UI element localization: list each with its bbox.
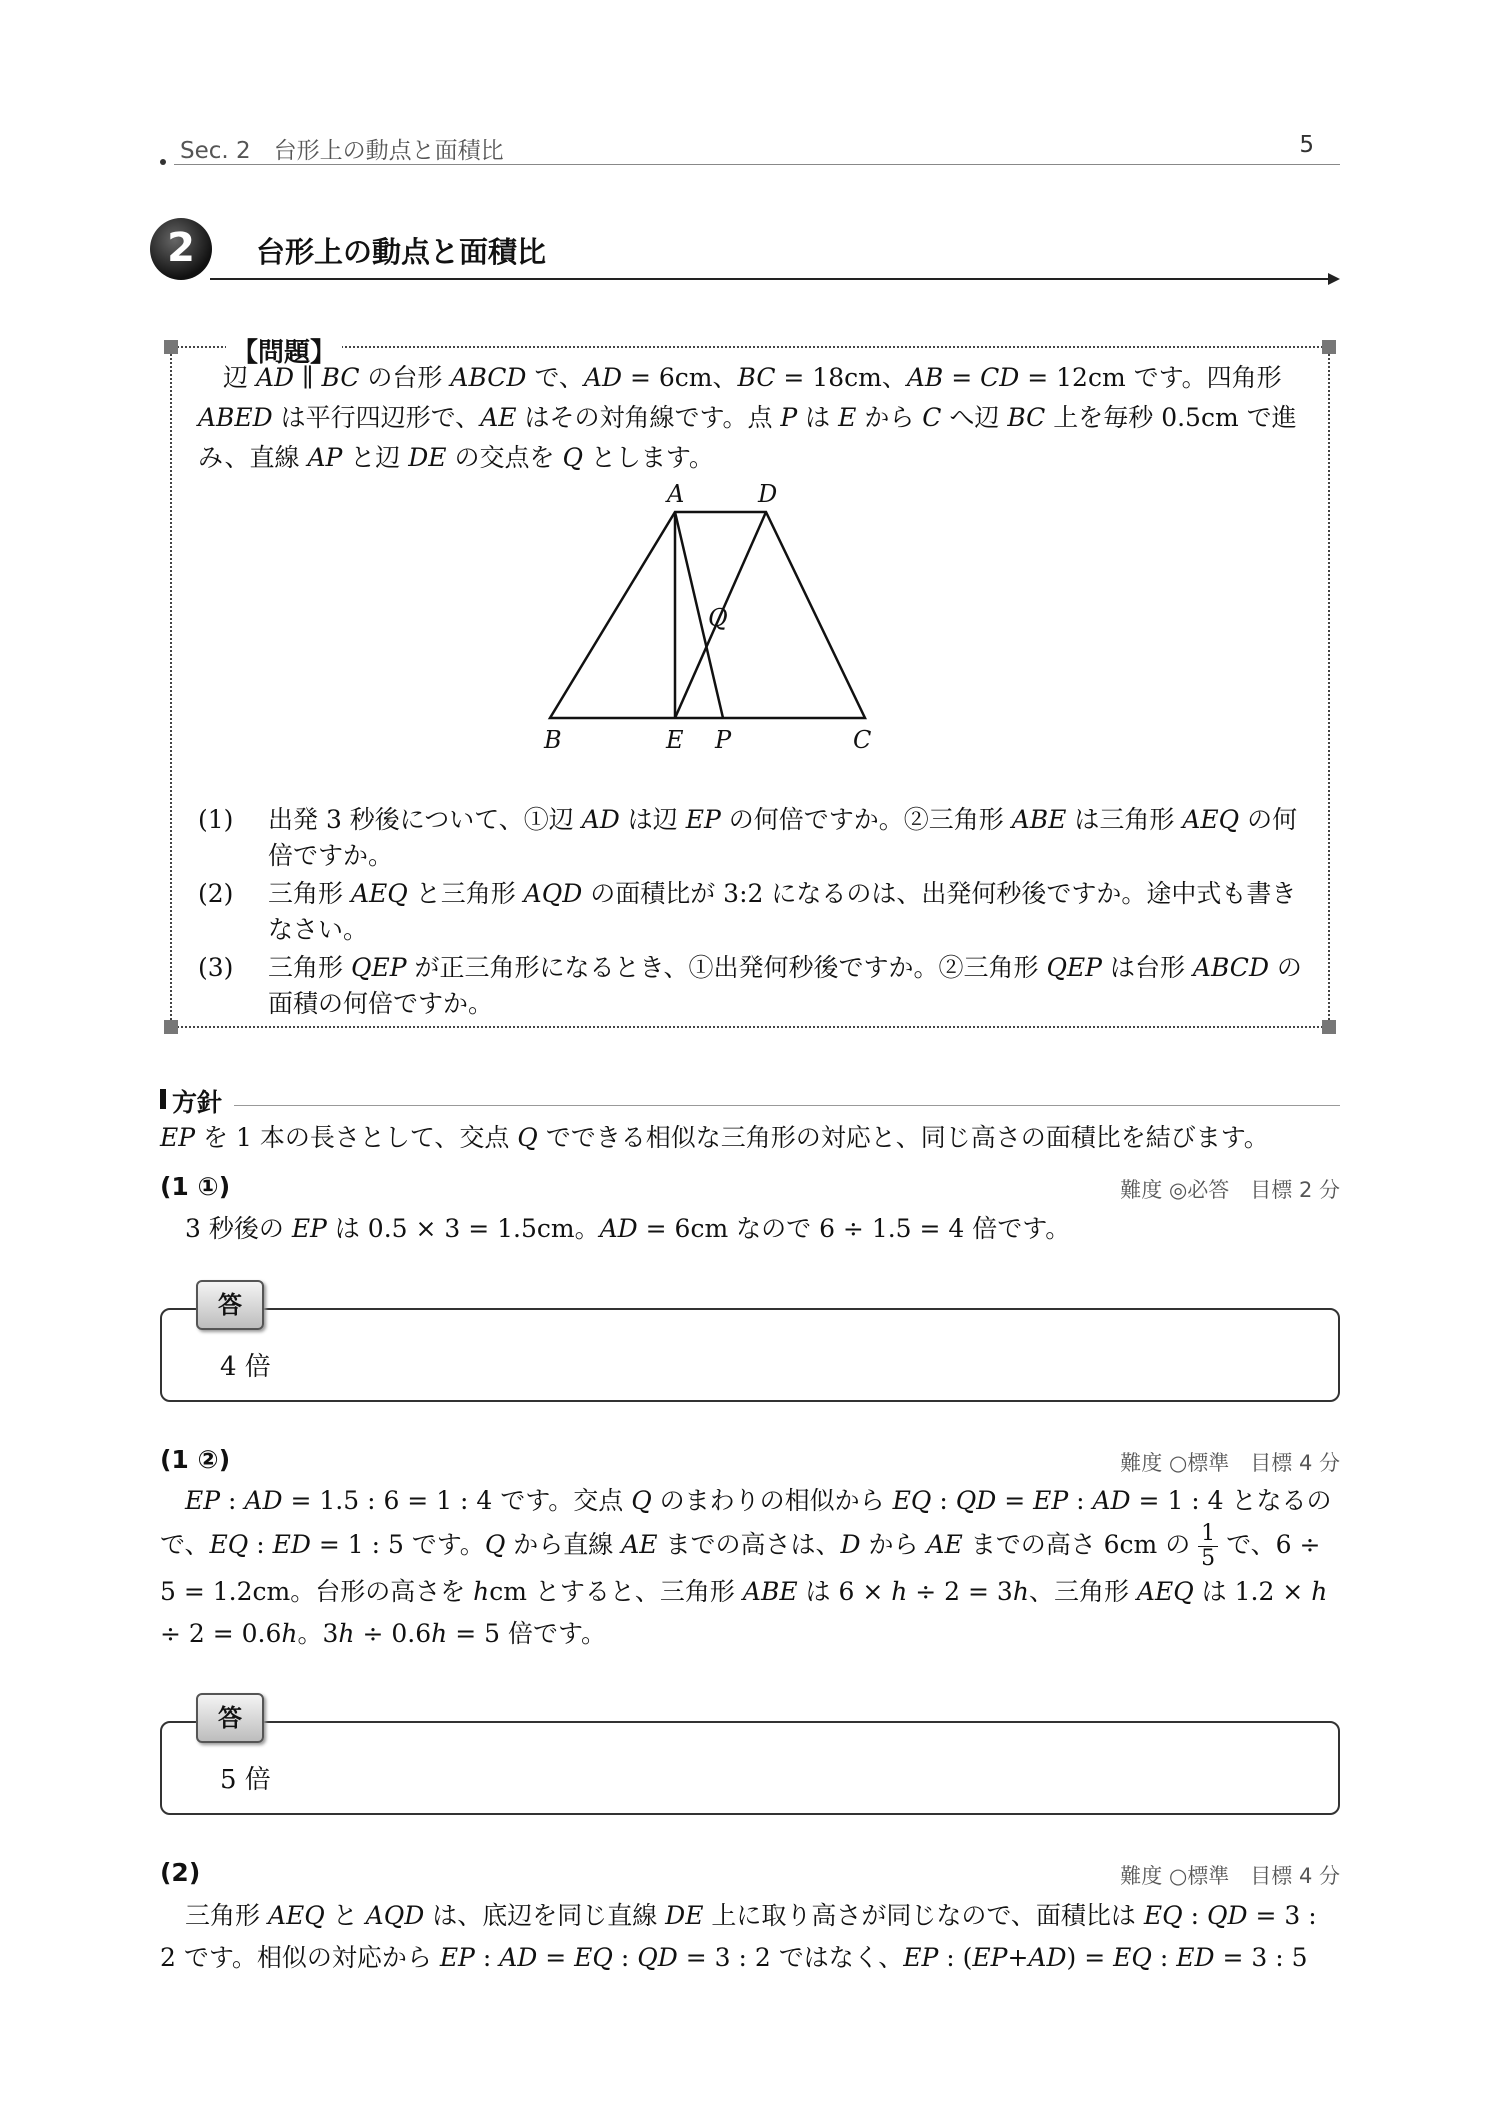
question-number: (2) [198,879,234,908]
policy-heading [160,1083,1340,1117]
label-p: P [715,726,732,754]
answer-box [160,1280,1340,1402]
question-number: (1) [198,805,234,834]
difficulty-meta: 難度 ○標準 目標 4 分 [1120,1451,1340,1475]
question-text: 三角形 AEQ と三角形 AQD の面積比が 3:2 になるのは、出発何秒後ですか。途中式も書きなさい。 [268,879,1297,944]
solution-text: EP : AD = 1.5 : 6 = 1 : 4 です。交点 Q のまわりの相似から EQ : QD = EP : AD = 1 : 4 となるので、EQ : ED = 1 : 5 です。Q から直線 AE までの高さは、D から AE までの高さ 6cm の $\frac{1}{5}$ で、6 ÷ 5 = 1.2cm。台形の高さを hcm とすると、三角形 ABE は 6 × h ÷ 2 = 3h、三角形 AEQ は 1.2 × h ÷ 2 = 0.6h。3h ÷ 0.6h = 5 倍です。 [160,1486,1332,1648]
question-item [198,876,1308,948]
corner-square-icon [164,1020,178,1034]
problem-statement: 辺 AD ∥ BC の台形 ABCD で、AD = 6cm、BC = 18cm、AB = CD = 12cm です。四角形 ABED は平行四辺形で、AE はその対角線です。点 P は E から C へ辺 BC 上を毎秒 0.5cm で進み、直線 AP と辺 DE の交点を Q とします。 [198,363,1297,472]
answer-frame [160,1308,1340,1402]
policy-text: EP を 1 本の長さとして、交点 Q でできる相似な三角形の対応と、同じ高さの面積比を結びます。 [160,1123,1269,1152]
trapezoid-figure [544,476,1000,776]
answer-value: 5 倍 [220,1765,271,1795]
header-bullet [160,159,166,165]
corner-square-icon [1322,1020,1336,1034]
part-label: (1 ②) [160,1445,231,1474]
difficulty-meta: 難度 ○標準 目標 4 分 [1120,1864,1340,1888]
label-b: B [544,726,562,754]
section-title: 台形上の動点と面積比 [256,235,547,269]
header-section-label: Sec. 2 台形上の動点と面積比 [180,138,504,164]
part-heading [160,1445,1340,1479]
running-header [160,132,1340,166]
policy-marker-icon [160,1089,166,1109]
part-label: (1 ①) [160,1172,231,1201]
section-heading [150,218,1340,284]
answer-box [160,1693,1340,1815]
policy-rule [234,1105,1340,1106]
solution-text: 3 秒後の EP は 0.5 × 3 = 1.5cm。AD = 6cm なので 6 ÷ 1.5 = 4 倍です。 [160,1214,1071,1243]
answer-frame [160,1721,1340,1815]
label-e: E [666,726,684,754]
header-rule [174,164,1340,165]
part-heading [160,1172,1340,1206]
corner-square-icon [1322,340,1336,354]
label-d: D [758,480,778,508]
difficulty-meta: 難度 ◎必答 目標 2 分 [1120,1178,1340,1202]
question-item [198,950,1308,1022]
answer-value: 4 倍 [220,1352,271,1382]
answer-tag: 答 [196,1280,264,1330]
label-q: Q [708,604,728,632]
label-c: C [853,726,872,754]
underline-arrow-icon [1328,273,1340,285]
part-label: (2) [160,1858,201,1887]
section-underline [210,278,1332,280]
answer-tag: 答 [196,1693,264,1743]
problem-box [160,336,1340,1038]
corner-square-icon [164,340,178,354]
policy-label: 方針 [172,1088,223,1117]
question-number: (3) [198,953,234,982]
question-item [198,802,1308,874]
label-a: A [667,480,685,508]
section-number-badge: 2 [150,218,212,280]
question-text: 三角形 QEP が正三角形になるとき、①出発何秒後ですか。②三角形 QEP は台形 ABCD の面積の何倍ですか。 [268,953,1302,1018]
problem-label: 【問題】 [226,332,342,369]
part-heading [160,1858,1340,1892]
solution-text: 三角形 AEQ と AQD は、底辺を同じ直線 DE 上に取り高さが同じなので、面積比は EQ : QD = 3 : 2 です。相似の対応から EP : AD = EQ : QD = 3 : 2 ではなく、EP : (EP+AD) = EQ : ED = 3 : 5 [160,1901,1317,1972]
page-number: 5 [1299,132,1314,158]
question-text: 出発 3 秒後について、①辺 AD は辺 EP の何倍ですか。②三角形 ABE は三角形 AEQ の何倍ですか。 [268,805,1298,870]
